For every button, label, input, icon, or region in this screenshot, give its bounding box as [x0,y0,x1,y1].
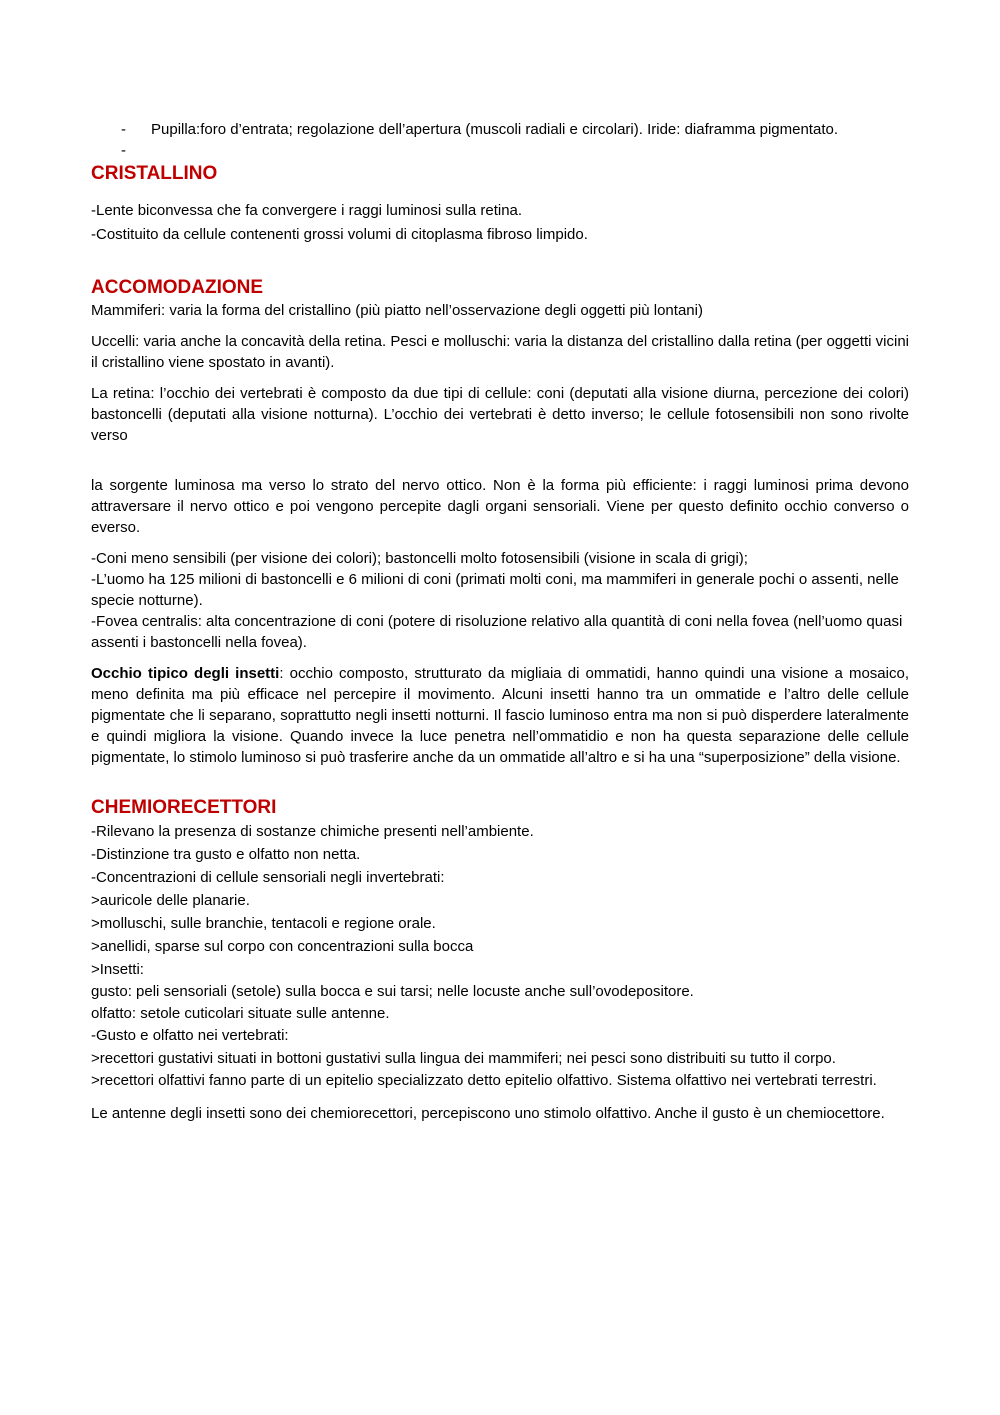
heading-chemiorecettori: CHEMIORECETTORI [91,797,277,818]
pupilla-text: Pupilla:foro d’entrata; regolazione dell’apertura (muscoli radiali e circolari). Iride: diaframma pigmentato. [151,121,838,138]
accomodazione-uccelli: Uccelli: varia anche la concavità della retina. Pesci e molluschi: varia la distanza del cristallino dalla retina (per oggetti vicini il cristallino viene spostato in avanti). [91,333,909,371]
chemio-line: >recettori gustativi situati in bottoni gustativi sulla lingua dei mammiferi; nei pesci sono distribuiti su tutto il corpo. [91,1050,836,1067]
chemio-line: -Distinzione tra gusto e olfatto non netta. [91,846,361,863]
chemio-line: -Rilevano la presenza di sostanze chimiche presenti nell’ambiente. [91,823,534,840]
chemio-line: >auricole delle planarie. [91,892,250,909]
chemio-line: >molluschi, sulle branchie, tentacoli e regione orale. [91,915,436,932]
coni-line: -Fovea centralis: alta concentrazione di coni (potere di risoluzione relativo alla quantità di coni nella fovea (nell’uomo quasi assenti i bastoncelli nella fovea). [91,613,903,651]
insetti-text: : occhio composto, strutturato da migliaia di ommatidi, hanno quindi una visione a mosaico, meno definita ma più efficace nel percepire il movimento. Alcuni insetti hanno tra un ommatide e l’altro delle cellule pigmentate che li separano, soprattutto negli insetti notturni. Il fascio luminoso entra ma non si può disperdere lateralmente e quindi migliora la visione. Quando invece la luce penetra nell’ommatidio e non ha questa separazione delle cellule pigmentate, lo stimolo luminoso si può trasferire anche da un ommatide all’altro e si ha una “superposizione” della visione. [91,665,909,766]
chemio-line: >anellidi, sparse sul corpo con concentrazioni sulla bocca [91,938,474,955]
list-dash: - [121,121,126,138]
cristallino-section [91,199,909,247]
chemio-line: olfatto: setole cuticolari situate sulle antenne. [91,1005,390,1022]
chemio-line: >recettori olfattivi fanno parte di un epitelio specializzato detto epitelio olfattivo. Sistema olfattivo nei vertebrati terrestri. [91,1072,877,1089]
coni-line: -Coni meno sensibili (per visione dei colori); bastoncelli molto fotosensibili (visione in scala di grigi); [91,550,748,567]
list-dash: - [121,142,126,159]
chemio-line: gusto: peli sensoriali (setole) sulla bocca e sui tarsi; nelle locuste anche sull’ovodepositore. [91,983,694,1000]
cristallino-line: -Costituito da cellule contenenti grossi volumi di citoplasma fibroso limpido. [91,226,588,243]
insetti-paragraph [91,663,909,768]
cristallino-line: -Lente biconvessa che fa convergere i raggi luminosi sulla retina. [91,202,523,219]
heading-accomodazione: ACCOMODAZIONE [91,277,264,298]
chemio-line: -Gusto e olfatto nei vertebrati: [91,1027,289,1044]
chemio-line: -Concentrazioni di cellule sensoriali negli invertebrati: [91,869,445,886]
pupilla-list-item [91,119,909,140]
document-page [91,119,909,1124]
heading-cristallino: CRISTALLINO [91,163,218,184]
coni-list [91,548,909,653]
chemiorecettori-list [91,820,909,1091]
sorgente-paragraph: la sorgente luminosa ma verso lo strato del nervo ottico. Non è la forma più efficiente: i raggi luminosi prima devono attraversare il nervo ottico e poi vengono percepite dagli organi sensoriali. Viene per questo definito occhio converso o everso. [91,477,909,536]
coni-line: -L’uomo ha 125 milioni di bastoncelli e 6 milioni di coni (primati molti coni, ma mammiferi in generale pochi o assenti, nelle specie notturne). [91,571,899,609]
chemio-line: >Insetti: [91,961,144,978]
insetti-bold: Occhio tipico degli insetti [91,665,280,682]
empty-list-item [91,140,909,161]
retina-paragraph: La retina: l’occhio dei vertebrati è composto da due tipi di cellule: coni (deputati alla visione diurna, percezione dei colori) bastoncelli (deputati alla visione notturna). L’occhio dei vertebrati è detto inverso; le cellule fotosensibili non sono rivolte verso [91,385,909,444]
chemio-final-paragraph: Le antenne degli insetti sono dei chemiorecettori, percepiscono uno stimolo olfattivo. Anche il gusto è un chemiocettore. [91,1105,885,1122]
accomodazione-mammiferi: Mammiferi: varia la forma del cristallino (più piatto nell’osservazione degli oggetti più lontani) [91,302,703,319]
